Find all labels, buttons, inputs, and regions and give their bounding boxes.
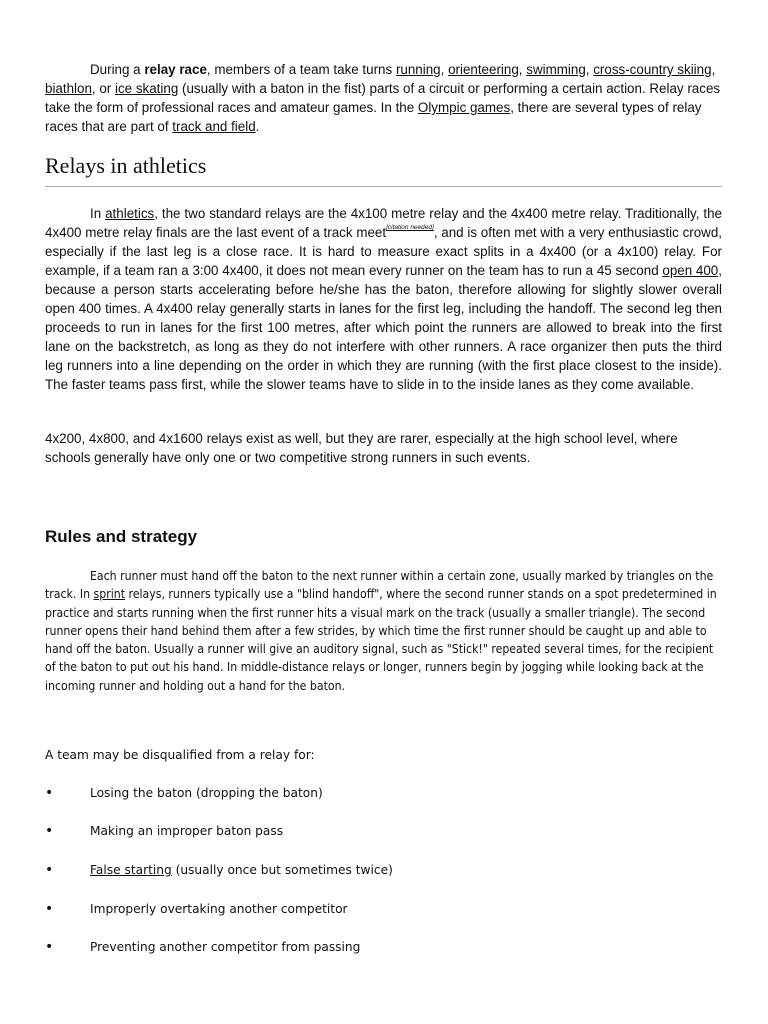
list-item-text xyxy=(90,861,393,879)
link-swimming[interactable]: swimming xyxy=(526,62,586,77)
section-heading-athletics: Relays in athletics xyxy=(45,153,207,178)
relay-race-term: relay race xyxy=(144,62,207,77)
citation-needed-link[interactable]: [citation needed] xyxy=(386,224,434,231)
link-open-400[interactable]: open 400 xyxy=(662,263,719,278)
intro-text: , xyxy=(585,62,594,77)
link-athletics[interactable]: athletics xyxy=(105,206,155,221)
intro-text: , there are several types of relay races that are part of xyxy=(45,100,702,134)
intro-text: , members of a team take turns xyxy=(206,62,396,77)
bullet-icon: • xyxy=(45,939,54,955)
rules-text: relays, runners typically use a "blind handoff", where the second runner stands on a spot predetermined in practice and starts running when the first runner hits a visual mark on the track (usually a smaller triangle). The second runner opens their hand behind them after a few strides, by which time the first runner should be caught up and able to hand off the baton. Usually a runner will give an auditory signal, such as "Stick!" repeated several times, for the recipient of the baton to put out his hand. In middle-distance relays or longer, runners begin by jogging while looking back at the incoming runner and holding out a hand for the baton. xyxy=(45,587,717,693)
link-ice-skating[interactable]: ice skating xyxy=(115,81,179,96)
heading-divider xyxy=(45,186,722,187)
section-heading-rules: Rules and strategy xyxy=(45,527,198,546)
list-item-text: Making an improper baton pass xyxy=(90,824,284,838)
link-biathlon[interactable]: biathlon xyxy=(45,81,92,96)
intro-text: , xyxy=(711,62,716,77)
intro-text: . xyxy=(255,119,260,134)
bullet-icon: • xyxy=(45,901,54,917)
rules-text: Each runner must hand off the baton to the next runner within a certain zone, usually marked by triangles on the track. In xyxy=(45,569,714,602)
list-item-text: Losing the baton (dropping the baton) xyxy=(90,786,323,800)
list-item-text: Improperly overtaking another competitor xyxy=(90,902,348,916)
bullet-icon: • xyxy=(45,823,54,839)
athletics-paragraph xyxy=(45,204,722,394)
intro-paragraph xyxy=(45,60,722,136)
rules-paragraph xyxy=(45,567,725,695)
link-orienteering[interactable]: orienteering xyxy=(448,62,519,77)
link-running[interactable]: running xyxy=(395,62,441,77)
intro-text: (usually with a baton in the fist) parts of a circuit or performing a certain action. Relay races take the form of professional races and amateur games. In the xyxy=(45,81,721,115)
intro-text: , or xyxy=(91,81,115,96)
athletics-paragraph-2: 4x200, 4x800, and 4x1600 relays exist as well, but they are rarer, especially at the high school level, where schools generally have only one or two competitive strong runners in such events. xyxy=(45,431,678,465)
intro-text: , xyxy=(440,62,449,77)
intro-text: During a xyxy=(90,62,145,77)
bullet-icon: • xyxy=(45,785,54,801)
link-sprint[interactable]: sprint xyxy=(93,587,126,602)
athletics-text: , the two standard relays are the 4x100 metre relay and the 4x400 metre relay. Traditionally, the 4x400 metre relay finals are the last event of a track meet xyxy=(45,206,723,240)
list-item-text: Preventing another competitor from passing xyxy=(90,940,361,954)
disqualification-intro: A team may be disqualified from a relay for: xyxy=(45,748,315,762)
link-track-and-field[interactable]: track and field xyxy=(172,119,256,134)
link-olympic-games[interactable]: Olympic games xyxy=(417,100,511,115)
list-item-text-rest: (usually once but sometimes twice) xyxy=(171,863,393,877)
athletics-text: , and is often met with a very enthusiastic crowd, especially if the last leg is a close race. It is hard to measure exact splits in a 4x400 (or a 4x100) relay. For example, if a team ran a 3:00 4x400, it does not mean every runner on the team has to run a 45 second xyxy=(45,225,723,278)
bullet-icon: • xyxy=(45,862,54,878)
athletics-text: , because a person starts accelerating before he/she has the baton, therefore allowing for slightly slower overall open 400 times. A 4x400 relay generally starts in lanes for the first leg, including the handoff. The second leg then proceeds to run in lanes for the first 100 metres, after which point the runners are allowed to break into the first lane on the backstretch, as long as they do not interfere with other runners. A race organizer then puts the third leg runners into a line depending on the order in which they are running (with the first place closest to the inside). The faster teams pass first, while the slower teams have to slide in to the inside lanes as they come available. xyxy=(45,263,722,392)
intro-text: , xyxy=(518,62,527,77)
athletics-text: In xyxy=(90,206,106,221)
link-false-starting[interactable]: False starting xyxy=(90,863,172,877)
link-cross-country-skiing[interactable]: cross-country skiing xyxy=(593,62,712,77)
